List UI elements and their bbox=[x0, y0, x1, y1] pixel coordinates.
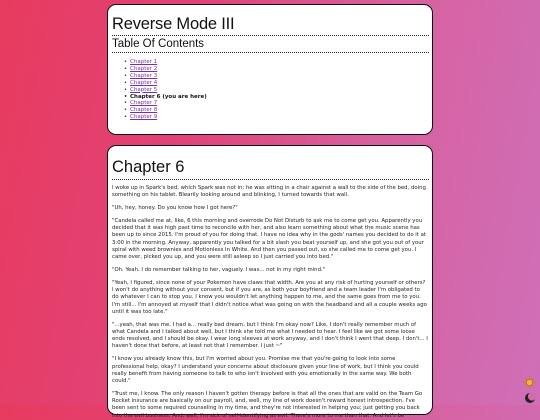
chapter-panel bbox=[107, 145, 433, 419]
chapter-link[interactable]: Chapter 9 bbox=[130, 114, 158, 121]
table-of-contents-panel bbox=[107, 4, 433, 135]
chapter-link[interactable]: Chapter 5 bbox=[130, 86, 158, 93]
toc-item[interactable] bbox=[130, 59, 429, 66]
current-chapter-label: Chapter 6 (you are here) bbox=[130, 93, 207, 100]
toc-heading: Table Of Contents bbox=[112, 38, 429, 53]
chapter-link[interactable]: Chapter 1 bbox=[130, 59, 158, 65]
chapter-title: Chapter 6 bbox=[112, 157, 429, 180]
chapter-link[interactable]: Chapter 7 bbox=[130, 100, 158, 107]
toc-item[interactable] bbox=[130, 107, 429, 114]
chapter-link[interactable]: Chapter 2 bbox=[130, 65, 158, 72]
light-mode-button[interactable] bbox=[523, 376, 536, 389]
story-paragraph: I woke up in Spark's bed, which Spark was not in; he was sitting in a chair against a wall to the side of the bed, doing something on his tablet. Blearily looking around and blinking, I turned towards that wall. bbox=[112, 185, 426, 199]
toc-item[interactable] bbox=[130, 87, 429, 94]
story-paragraph: "Candela called me at, like, 6 this morning and overrode Do Not Disturb to ask me to come get you. Apparently you decided that it was high past time to reconcile with her, and also learn something about what the music scene has been up to since 2015. I'm proud of you for doing that. I have no idea why in the gods' names you decided to do it at 3:00 in the morning. Anyway, apparently you talked for a bit slash you beat yourself up, and she got you out of your spiral with weed brownies and Motionless In White. And then you passed out, so she called me to come get you. I came over, picked you up, and you were still asleep so I just carried you into bed." bbox=[112, 217, 426, 261]
sun-icon bbox=[523, 376, 536, 389]
dark-mode-button[interactable] bbox=[523, 391, 536, 404]
story-paragraph: "I know you already know this, but I'm worried about you. Promise me that you're going to look into some professional help, okay? I understand your concerns about disclosure given your line of work, but I think you could really benefit from having someone to talk to who isn't involved with you emotionally in the same way. We both could." bbox=[112, 356, 419, 385]
toc-item[interactable] bbox=[130, 73, 429, 80]
story-title: Reverse Mode III bbox=[112, 14, 429, 36]
story-paragraph: "...yeah, that was me. I had a... really bad dream, but I think I'm okay now? Like, I don't really remember much of what Candela and I talked about well, but I think she told me what I needed to hear. I feel like we got some loose ends resolved, and I should be okay. I wear long sleeves at work anyway, and I don't think I went that deep. I don't... I haven't done that before, at least not that I remember. I just ~" bbox=[112, 321, 428, 350]
chapter-link[interactable]: Chapter 8 bbox=[130, 107, 158, 114]
story-paragraph: "Uh, hey, honey. Do you know how I got here?" bbox=[112, 205, 238, 212]
chapter-link[interactable]: Chapter 4 bbox=[130, 79, 158, 86]
toc-item[interactable] bbox=[130, 80, 429, 87]
chapter-body bbox=[111, 185, 429, 420]
moon-icon bbox=[524, 392, 536, 404]
toc-item[interactable] bbox=[130, 100, 429, 107]
story-paragraph: "Yeah, I figured, since none of your Pokemon have claws that width. Are you at any risk of hurting yourself or others? I won't do anything without your consent, but if you are, as both your boyfriend and a team leader I'm obligated to do whatever I can to stop you. I know you wouldn't let anything happen to me, and the same goes from me to you. I'm still... I'm annoyed at myself that I didn't notice what was going on with the headband and all a couple weeks ago until it was too late." bbox=[112, 279, 427, 315]
toc-list bbox=[111, 59, 429, 121]
story-paragraph: "Oh. Yeah. I do remember talking to her, vaguely. I was... not in my right mind." bbox=[112, 267, 326, 274]
story-paragraph: "Trust me, I know. The only reason I haven't gotten therapy before is that all the ones that are valid on the Team Go Rocket insurance are basically on our payroll, and, well, my line of work doesn't reward honest introspection. I've been sent to some required counseling in my time, and they're not interested in helping you; just getting you back into the evil business. And, well, I'm sick of self-identifying as evil. There's more to me than that. And let's be bbox=[112, 390, 423, 419]
toc-item[interactable] bbox=[130, 114, 429, 121]
toc-item-current bbox=[130, 94, 429, 101]
chapter-link[interactable]: Chapter 3 bbox=[130, 72, 158, 79]
toc-item[interactable] bbox=[130, 66, 429, 73]
